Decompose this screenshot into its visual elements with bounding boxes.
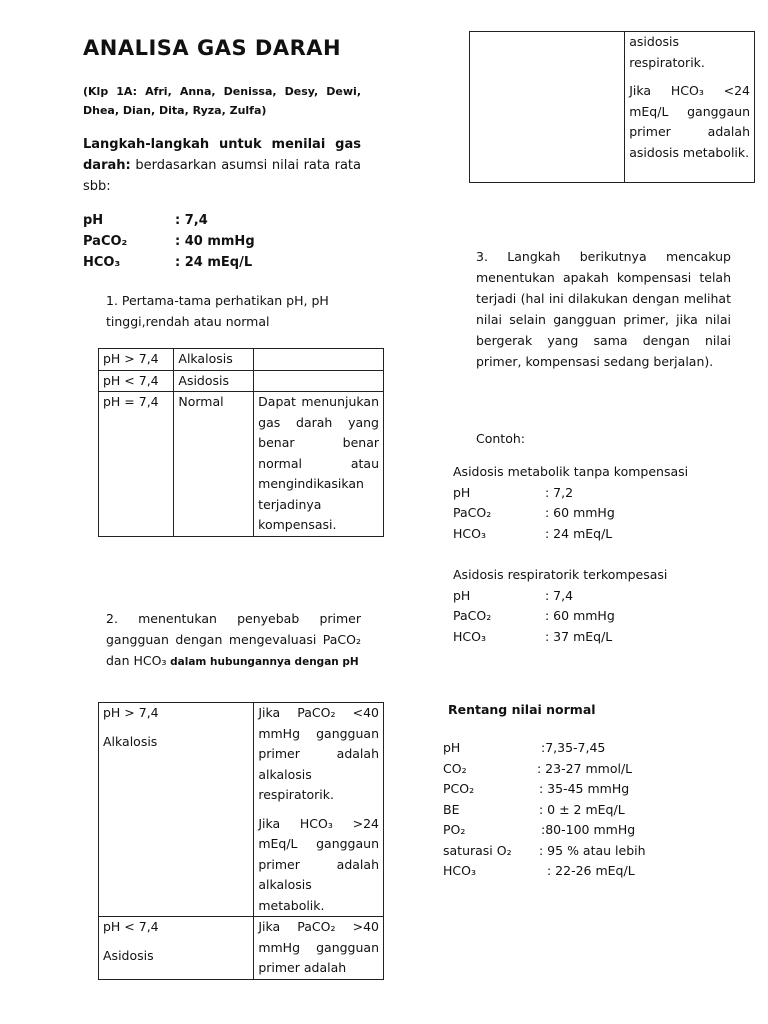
example-label: Contoh: [476, 431, 525, 446]
table-cell: Dapat menunjukan gas darah yang benar benar normal atau mengindikasikan terjadinya kompensasi. [254, 392, 384, 537]
normal-range-row [443, 861, 646, 882]
table-cell: pH < 7,4 [99, 370, 174, 392]
assumed-label: HCO₃ [83, 255, 121, 270]
example1-row [453, 503, 688, 524]
example1-row [453, 524, 688, 545]
row-label: PCO₂ [443, 781, 475, 796]
step1-text: 1. Pertama-tama perhatikan pH, pH tinggi,rendah atau normal [106, 293, 329, 329]
normal-range-row [443, 779, 646, 800]
example2-row [453, 586, 667, 607]
table-cell: pH = 7,4 [99, 392, 174, 537]
example2-title: Asidosis respiratorik terkompesasi [453, 567, 668, 582]
cell-line: Jika HCO₃ >24 mEq/L ganggaun primer adalah alkalosis metabolik. [258, 815, 379, 913]
row-label: HCO₃ [443, 863, 476, 878]
example2 [453, 565, 667, 647]
row-label: PaCO₂ [453, 505, 492, 520]
row-value: : 35-45 mmHg [539, 781, 630, 796]
row-label: PaCO₂ [453, 608, 492, 623]
step2-text [106, 608, 361, 673]
row-label: pH [443, 740, 461, 755]
continued-table [469, 31, 755, 183]
cell-line: Jika PaCO₂ <40 mmHg gangguan primer adalah alkalosis respiratorik. [258, 705, 379, 802]
table-cell [99, 917, 254, 980]
table-row [99, 392, 384, 537]
normal-range-row [443, 841, 646, 862]
row-value: : 60 mmHg [545, 608, 615, 623]
table-cell: Alkalosis [174, 349, 254, 371]
table-cell: pH > 7,4 [99, 349, 174, 371]
table-cell [254, 349, 384, 371]
step2-normal-text: 2. menentukan penyebab primer gangguan dengan mengevaluasi PaCO₂ dan HCO₃ [106, 611, 361, 668]
table-row [99, 349, 384, 371]
intro-paragraph [83, 134, 361, 197]
normal-range-row [443, 759, 646, 780]
cell-line: pH > 7,4 [103, 705, 159, 720]
table-cell [625, 32, 755, 183]
row-label: HCO₃ [453, 525, 486, 541]
row-label: CO₂ [443, 760, 467, 776]
assumed-row-ph [83, 210, 255, 231]
cell-line: Jika PaCO₂ >40 mmHg gangguan primer adalah [258, 919, 379, 975]
example1-row [453, 483, 688, 504]
row-value: : 23-27 mmol/L [537, 760, 633, 776]
row-value: : 95 % atau lebih [539, 842, 646, 858]
assumed-row-paco2 [83, 231, 255, 252]
page-title: ANALISA GAS DARAH [83, 36, 342, 60]
assumed-label: PaCO₂ [83, 234, 128, 249]
normal-range-list [443, 738, 646, 882]
assumed-row-hco3 [83, 252, 255, 273]
assumed-value: : 40 mmHg [175, 234, 255, 249]
row-label: pH [453, 484, 471, 500]
row-label: saturasi O₂ [443, 842, 512, 858]
cell-line: pH < 7,4 [103, 919, 159, 934]
row-value: : 24 mEq/L [545, 525, 613, 541]
table-row [99, 917, 384, 980]
table-row [470, 32, 755, 183]
example2-row [453, 627, 667, 648]
row-value: : 22-26 mEq/L [547, 863, 635, 878]
cell-line: Asidosis [103, 947, 154, 963]
assumed-label: pH [83, 213, 104, 228]
row-value: : 7,4 [545, 587, 574, 603]
assumed-values [83, 210, 255, 273]
table-cell [99, 703, 254, 917]
table-cell [254, 370, 384, 392]
cell-line: Alkalosis [103, 733, 158, 749]
row-value: :80-100 mmHg [541, 822, 636, 837]
table-row [99, 703, 384, 917]
intro-bold-text: Langkah-langkah untuk menilai gas darah: [83, 137, 361, 173]
step3-text: 3. Langkah berikutnya mencakup menentukan apakah kompensasi telah terjadi (hal ini dilakukan dengan melihat nilai selain gangguan primer, jika nilai bergerak yang sama dengan nilai primer, kompensasi sedang berjalan). [476, 249, 731, 369]
table-cell [254, 917, 384, 980]
example1-title: Asidosis metabolik tanpa kompensasi [453, 464, 689, 479]
row-label: PO₂ [443, 822, 466, 837]
assumed-value: : 24 mEq/L [175, 255, 253, 270]
row-label: HCO₃ [453, 628, 486, 644]
row-value: :7,35-7,45 [541, 740, 606, 755]
row-label: BE [443, 801, 460, 817]
cell-line: asidosis respiratorik. [629, 34, 705, 70]
step1-table [98, 348, 384, 537]
row-value: : 7,2 [545, 484, 574, 500]
intro-text: berdasarkan asumsi nilai rata rata sbb: [83, 158, 361, 194]
authors-line: (Klp 1A: Afri, Anna, Denissa, Desy, Dewi, Dhea, Dian, Dita, Ryza, Zulfa) [83, 85, 361, 117]
example2-row [453, 606, 667, 627]
example1 [453, 462, 688, 544]
table-cell: Asidosis [174, 370, 254, 392]
normal-range-title: Rentang nilai normal [448, 702, 596, 717]
table-cell [470, 32, 625, 183]
normal-range-row [443, 800, 646, 821]
table-cell [254, 703, 384, 917]
step2-table [98, 702, 384, 980]
assumed-value: : 7,4 [175, 213, 208, 228]
row-value: : 0 ± 2 mEq/L [539, 801, 625, 817]
row-value: : 60 mmHg [545, 505, 615, 520]
table-row [99, 370, 384, 392]
cell-line: Jika HCO₃ <24 mEq/L ganggaun primer adalah asidosis metabolik. [629, 83, 750, 160]
step2-bold-text: dalam hubungannya dengan pH [166, 656, 359, 668]
normal-range-row [443, 738, 646, 759]
row-label: pH [453, 587, 471, 603]
row-value: : 37 mEq/L [545, 628, 613, 644]
table-cell: Normal [174, 392, 254, 537]
normal-range-row [443, 820, 646, 841]
